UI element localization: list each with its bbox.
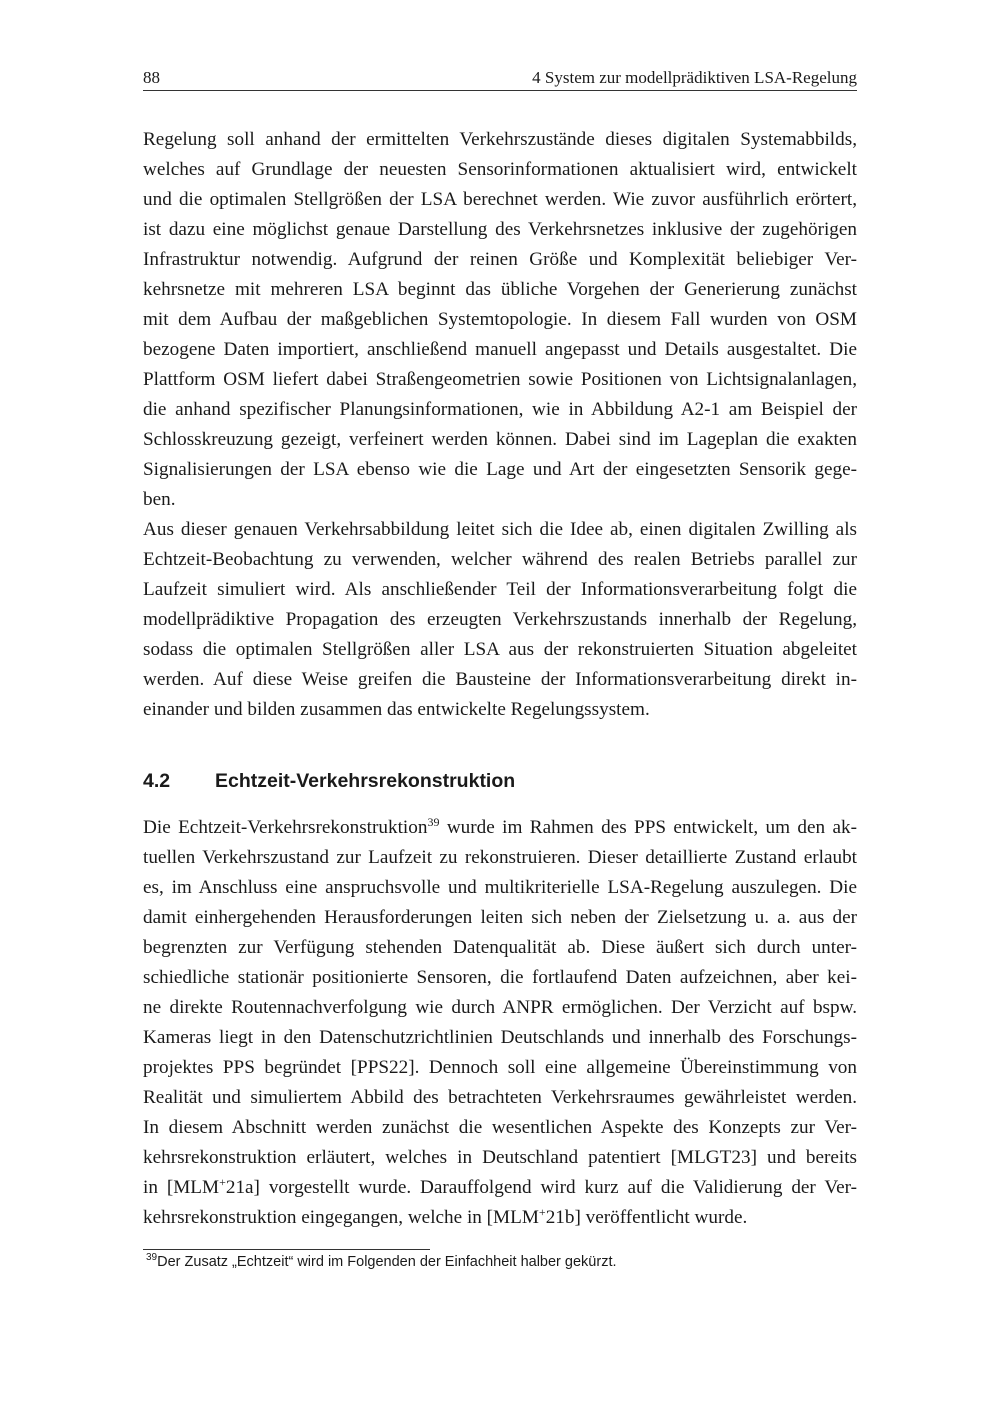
superscript: + [219, 1175, 226, 1189]
footnote-text: Der Zusatz „Echtzeit“ wird im Folgenden der Einfachheit halber gekürzt. [157, 1254, 617, 1270]
text-segment: Die Echtzeit-Verkehrsrekonstruktion [143, 817, 428, 838]
text-segment: in [MLM [143, 1177, 220, 1198]
superscript: + [538, 1205, 546, 1219]
text-line: begrenzten zur Verfügung stehenden Datenqualität ab. Diese äußert sich durch unter- [143, 937, 857, 958]
text-line: ben. [143, 489, 176, 510]
text-line: mit dem Aufbau der maßgeblichen Systemtopologie. In diesem Fall wurden von OSM [143, 309, 857, 330]
paragraph-3 [143, 813, 857, 1233]
text-line: ne direkte Routennachverfolgung wie durch ANPR ermöglichen. Der Verzicht auf bspw. [143, 997, 857, 1018]
paragraph-2 [143, 515, 857, 725]
text-line: Laufzeit simuliert wird. Als anschließender Teil der Informationsverarbeitung folgt die [143, 579, 857, 600]
text-line: damit einhergehenden Herausforderungen leiten sich neben der Zielsetzung u. a. aus der [143, 907, 857, 928]
text-line: es, im Anschluss eine anspruchsvolle und multikriterielle LSA-Regelung auszulegen. Die [143, 877, 857, 898]
text-line: Signalisierungen der LSA ebenso wie die Lage und Art der eingesetzten Sensorik gege- [143, 459, 857, 480]
footnote-rule [143, 1249, 430, 1250]
text-line: Aus dieser genauen Verkehrsabbildung leitet sich die Idee ab, einen digitalen Zwilling als [143, 519, 857, 540]
section-heading [143, 770, 515, 793]
text-line [143, 1173, 857, 1203]
text-line: einander und bilden zusammen das entwickelte Regelungssystem. [143, 699, 650, 720]
running-title: 4 System zur modellprädiktiven LSA-Regelung [532, 68, 857, 87]
text-line: ist dazu eine möglichst genaue Darstellung des Verkehrsnetzes inklusive der zugehörigen [143, 219, 857, 240]
text-segment: kehrsrekonstruktion eingegangen, welche in [MLM [143, 1207, 539, 1228]
text-line: kehrsrekonstruktion erläutert, welches in Deutschland patentiert [MLGT23] und bereits [143, 1147, 857, 1168]
text-segment: 21b] veröffentlicht wurde. [545, 1207, 748, 1228]
text-line [143, 813, 857, 843]
text-line: Kameras liegt in den Datenschutzrichtlinien Deutschlands und innerhalb des Forschungs- [143, 1027, 857, 1048]
section-number: 4.2 [143, 770, 171, 792]
text-line: und die optimalen Stellgrößen der LSA berechnet werden. Wie zuvor ausführlich erörtert, [143, 189, 857, 210]
text-line: tuellen Verkehrszustand zur Laufzeit zu rekonstruieren. Dieser detaillierte Zustand erlaubt [143, 847, 857, 868]
text-line: sodass die optimalen Stellgrößen aller LSA aus der rekonstruierten Situation abgeleitet [143, 639, 857, 660]
text-line: die anhand spezifischer Planungsinformationen, wie in Abbildung A2-1 am Beispiel der [143, 399, 857, 420]
text-line: bezogene Daten importiert, anschließend manuell angepasst und Details ausgestaltet. Die [143, 339, 857, 360]
page-number: 88 [143, 68, 160, 87]
text-line: Infrastruktur notwendig. Aufgrund der reinen Größe und Komplexität beliebiger Ver- [143, 249, 857, 270]
text-line: projektes PPS begründet [PPS22]. Dennoch soll eine allgemeine Übereinstimmung von [143, 1057, 857, 1078]
paragraph-1 [143, 125, 857, 515]
footnote [146, 1254, 617, 1270]
section-title: Echtzeit-Verkehrsrekonstruktion [215, 770, 516, 792]
text-line: welches auf Grundlage der neuesten Sensorinformationen aktualisiert wird, entwickelt [143, 159, 857, 180]
footnote-mark: 39 [146, 1252, 158, 1263]
text-line: Realität und simuliertem Abbild des betrachteten Verkehrsraumes gewährleistet werden. [143, 1087, 857, 1108]
superscript: 39 [427, 815, 440, 829]
text-line: modellprädiktive Propagation des erzeugten Verkehrszustands innerhalb der Regelung, [143, 609, 857, 630]
text-line: Echtzeit-Beobachtung zu verwenden, welcher während des realen Betriebs parallel zur [143, 549, 857, 570]
running-header [143, 66, 857, 91]
text-segment: 21a] vorgestellt wurde. Darauffolgend wird kurz auf die Validierung der Ver- [225, 1177, 858, 1198]
text-line: kehrsnetze mit mehreren LSA beginnt das übliche Vorgehen der Generierung zunächst [143, 279, 857, 300]
text-line: werden. Auf diese Weise greifen die Bausteine der Informationsverarbeitung direkt in- [143, 669, 857, 690]
text-line: Schlosskreuzung gezeigt, verfeinert werden können. Dabei sind im Lageplan die exakten [143, 429, 857, 450]
text-line [143, 1203, 857, 1233]
text-segment: wurde im Rahmen des PPS entwickelt, um den ak- [439, 817, 857, 838]
text-line: Regelung soll anhand der ermittelten Verkehrszustände dieses digitalen Systemabbilds, [143, 129, 857, 150]
text-line: In diesem Abschnitt werden zunächst die wesentlichen Aspekte des Konzepts zur Ver- [143, 1117, 857, 1138]
text-line: Plattform OSM liefert dabei Straßengeometrien sowie Positionen von Lichtsignalanlagen, [143, 369, 857, 390]
text-line: schiedliche stationär positionierte Sensoren, die fortlaufend Daten aufzeichnen, aber kei- [143, 967, 857, 988]
